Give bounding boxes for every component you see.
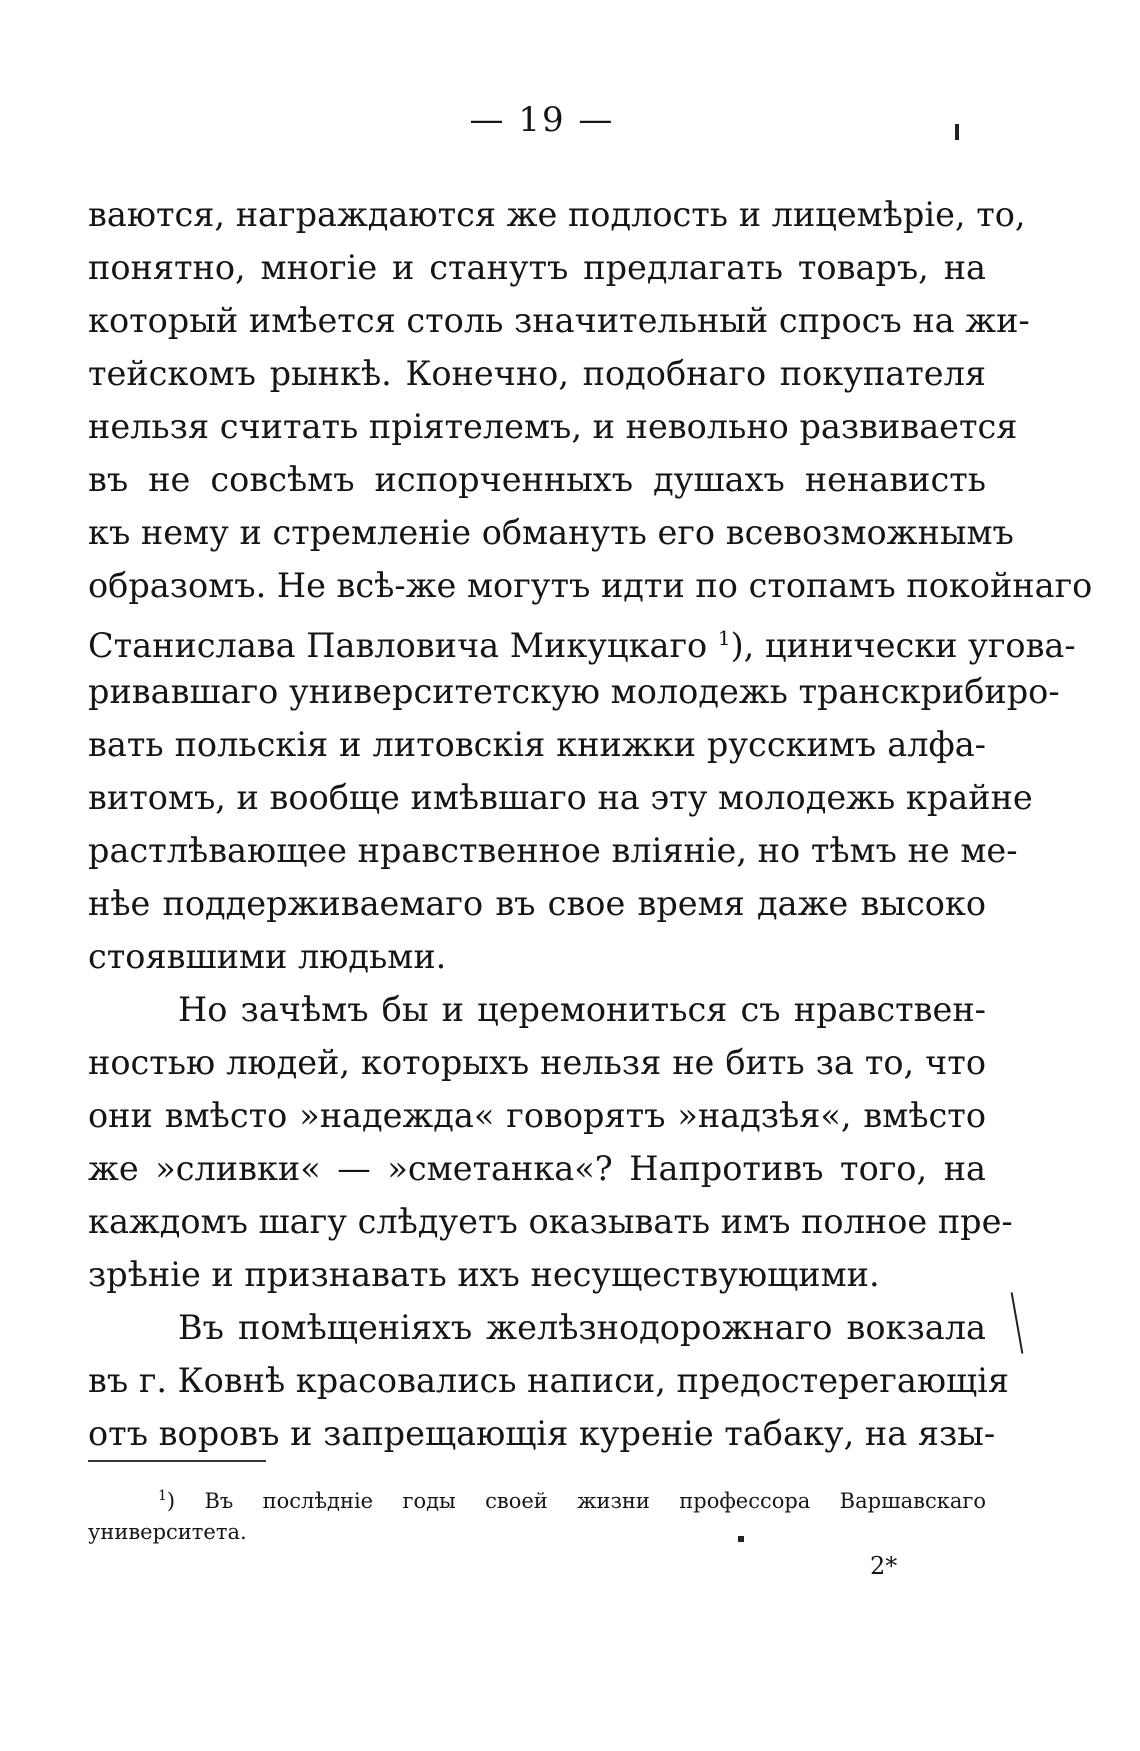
text-line: зрѣніе и признавать ихъ несуществующими. [88, 1255, 880, 1294]
ink-mark [955, 124, 959, 140]
text-line: витомъ, и вообще имѣвшаго на эту молодежь крайне [88, 778, 1033, 817]
text-line: каждомъ шагу слѣдуетъ оказывать имъ полное пре- [88, 1202, 1013, 1241]
text-line: Въ помѣщеніяхъ желѣзнодорожнаго вокзала [178, 1308, 986, 1347]
text-line: ваются, награждаются же подлость и лицемѣріе, то, [88, 195, 1026, 234]
signature-mark: 2* [870, 1552, 898, 1580]
footnote-line: университета. [88, 1520, 247, 1544]
ink-dot [738, 1536, 744, 1542]
text-line: къ нему и стремленіе обмануть его всевозможнымъ [88, 513, 1014, 552]
text-line: понятно, многіе и станутъ предлагать товаръ, на [88, 248, 986, 287]
text-line: тейскомъ рынкѣ. Конечно, подобнаго покупателя [88, 354, 986, 393]
text-segment: ), цинически угова- [730, 626, 1076, 665]
text-line: въ не совсѣмъ испорченныхъ душахъ ненависть [88, 460, 986, 499]
text-line: же »сливки« — »сметанка«? Напротивъ того, на [88, 1149, 986, 1188]
text-line: ностью людей, которыхъ нельзя не бить за то, что [88, 1043, 986, 1082]
footnote-marker: 1 [158, 1488, 167, 1504]
text-line: Но зачѣмъ бы и церемониться съ нравствен- [178, 990, 986, 1029]
footnote [88, 1478, 986, 1550]
text-line: вать польскія и литовскія книжки русскимъ алфа- [88, 725, 986, 764]
text-segment: Станислава Павловича Микуцкаго [88, 626, 708, 665]
page-number: — 19 — [469, 100, 615, 140]
text-line: отъ воровъ и запрещающія куреніе табаку, на язы- [88, 1414, 996, 1453]
footnote-divider [88, 1460, 266, 1462]
footnote-line [88, 1478, 986, 1514]
footnote-text: ) Въ послѣдніе годы своей жизни профессора Варшавскаго [166, 1489, 986, 1513]
text-line-with-footnote-ref [88, 612, 1076, 665]
text-line: который имѣется столь значительный спросъ на жи- [88, 301, 1030, 340]
main-text [88, 188, 1093, 1460]
margin-ink-stroke [1011, 1292, 1024, 1353]
text-line: стоявшими людьми. [88, 937, 447, 976]
text-line: они вмѣсто »надежда« говорятъ »надзѣя«, вмѣсто [88, 1096, 986, 1135]
footnote-reference[interactable]: 1 [717, 626, 731, 650]
text-line: растлѣвающее нравственное вліяніе, но тѣмъ не ме- [88, 831, 1018, 870]
text-line: нѣе поддерживаемаго въ свое время даже высоко [88, 884, 986, 923]
text-line: ривавшаго университетскую молодежь транскрибиро- [88, 672, 1060, 711]
text-line: въ г. Ковнѣ красовались написи, предостерегающія [88, 1361, 1009, 1400]
text-line: нельзя считать пріятелемъ, и невольно развивается [88, 407, 1018, 446]
text-line: образомъ. Не всѣ-же могутъ идти по стопамъ покойнаго [88, 566, 1093, 605]
